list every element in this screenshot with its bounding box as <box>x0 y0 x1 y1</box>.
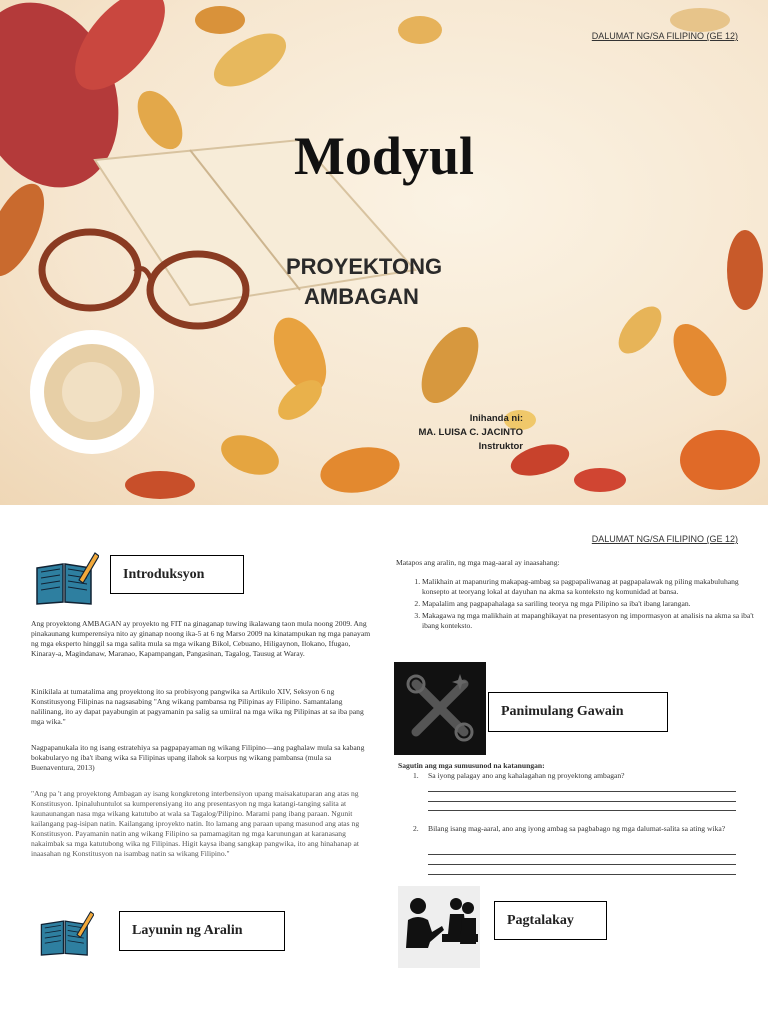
objective-item: 2. Mapalalim ang pagpapahalaga sa sariling teorya ng mga Pilipino sa iba't ibang larangan. <box>422 599 767 609</box>
module-subtitle <box>286 252 442 312</box>
objective-item: 1. Malikhain at mapanuring makapag-ambag sa pagpapaliwanag at pagpapalawak ng piling makabuluhang konsepto at teoryang lokal at dayuhan na akma sa konteksto ng komunidad at bansa. <box>422 577 767 597</box>
prepared-by-label: Inihanda ni: <box>469 413 523 424</box>
module-title: Modyul <box>293 126 475 186</box>
author-name: MA. LUISA C. JACINTO <box>418 427 523 438</box>
objectives-list <box>396 577 767 633</box>
subtitle-line1: PROYEKTONG <box>286 254 443 279</box>
answer-line[interactable] <box>428 791 736 792</box>
panimulang-gawain-heading: Panimulang Gawain <box>488 692 668 732</box>
answer-line[interactable] <box>428 874 736 875</box>
author-role: Instruktor <box>478 441 523 452</box>
introduksyon-heading: Introduksyon <box>110 555 244 594</box>
open-book-icon-2 <box>38 909 94 962</box>
question-1: 1. Sa iyong palagay ano ang kahalagahan ng proyektong ambagan? <box>413 771 625 780</box>
answer-line[interactable] <box>428 801 736 802</box>
answer-line[interactable] <box>428 854 736 855</box>
subtitle-line2: AMBAGAN <box>304 284 419 309</box>
intro-paragraph-1: Ang proyektong AMBAGAN ay proyekto ng FIT na ginaganap tuwing ikalawang taon mula noong 2009. Ang pinakaunang kumperensiya nito ay ginanap noong ika-5 at 6 ng Marso 2009 na kinatampukan ng mga panayam ng mga eksperto hinggil sa mga salita mula sa mga wikang Bikol, Cebuano, Hiligaynon, Ilokano, Ifugao, Kinaray-a, Magindanaw, Maranao, Kapampangan, Pangasinan, Tagalog, Tausug at Waray. <box>31 619 371 658</box>
open-book-icon <box>33 550 99 611</box>
pagtalakay-heading: Pagtalakay <box>494 901 607 940</box>
tools-icon <box>394 662 486 755</box>
answer-line[interactable] <box>428 810 736 811</box>
discussion-people-icon <box>398 886 480 968</box>
intro-paragraph-3: Nagpapanukala ito ng isang estratehiya sa pagpapayaman ng wikang Filipino—ang paghalaw mula sa kabang bokabularyo ng iba't ibang wika sa Filipinas upang ilahok sa korpus ng wikang pambansa (mula sa Buenaventura, 2013) <box>31 743 365 772</box>
cover-page <box>0 0 768 505</box>
activity-instruction: Sagutin ang mga sumusunod na katanungan: <box>398 761 545 770</box>
question-2: 2. Bilang isang mag-aaral, ano ang iyong ambag sa pagbabago ng mga dalumat-salita sa ating wika? <box>413 824 726 833</box>
question-2-text: Bilang isang mag-aaral, ano ang iyong ambag sa pagbabago ng mga dalumat-salita sa ating wika? <box>428 824 726 833</box>
answer-line[interactable] <box>428 864 736 865</box>
author-block <box>380 412 523 454</box>
layunin-intro: Matapos ang aralin, ng mga mag-aaral ay inaasahang: <box>396 558 560 567</box>
question-1-text: Sa iyong palagay ano ang kahalagahan ng proyektong ambagan? <box>428 771 625 780</box>
intro-paragraph-2: Kinikilala at tumatalima ang proyektong ito sa probisyong pangwika sa Artikulo XIV, Seksyon 6 ng Konstitusyong Filipinas na nagsasabing "Ang wikang pambansa ng Pilipinas ay Filipino. Samantalang nalilinang, ito ay dapat payabungin at pagyamanin pa salig sa umiiral na mga wika ng Pilipinas at sa iba pang mga wika." <box>31 687 364 726</box>
layunin-heading: Layunin ng Aralin <box>119 911 285 951</box>
page2-course-header: DALUMAT NG/SA FILIPINO (GE 12) <box>591 534 738 544</box>
objective-item: 3. Makagawa ng mga malikhain at mapanghikayat na presentasyon ng impormasyon at analisis na akma sa iba't ibang konteksto. <box>422 611 767 631</box>
intro-quote: "Ang pa 't ang proyektong Ambagan ay isang kongkretong interbensiyon upang maisakatuparan ang atas ng Konstitusyon. Ipinaluhuntulot sa kumperensiyang ito ang presentasyon ng mga katangi-tanging salita at kaunaunangan nasa mga wikang katutubo at wala sa Tagalog/Pilipino. Marami pang ibang paraan. Ngunit kailangang pag-isipan natin. Kailangang iproyekto natin. Ito lamang ang paraan upang masunod ang atas ng Konstitusyon. Payamanin natin ang wikang Filipino sa pamamagitan ng mga karunungan at karanasang nakaimbak sa mga katutubong wika ng Filipinas. Higit kaysa ibang sangkap pangwika, ito ang hinahanap at inaasahan ng Konstitusyon na isambag natin sa wikang Filipino." <box>31 789 360 858</box>
course-header: DALUMAT NG/SA FILIPINO (GE 12) <box>591 31 738 41</box>
